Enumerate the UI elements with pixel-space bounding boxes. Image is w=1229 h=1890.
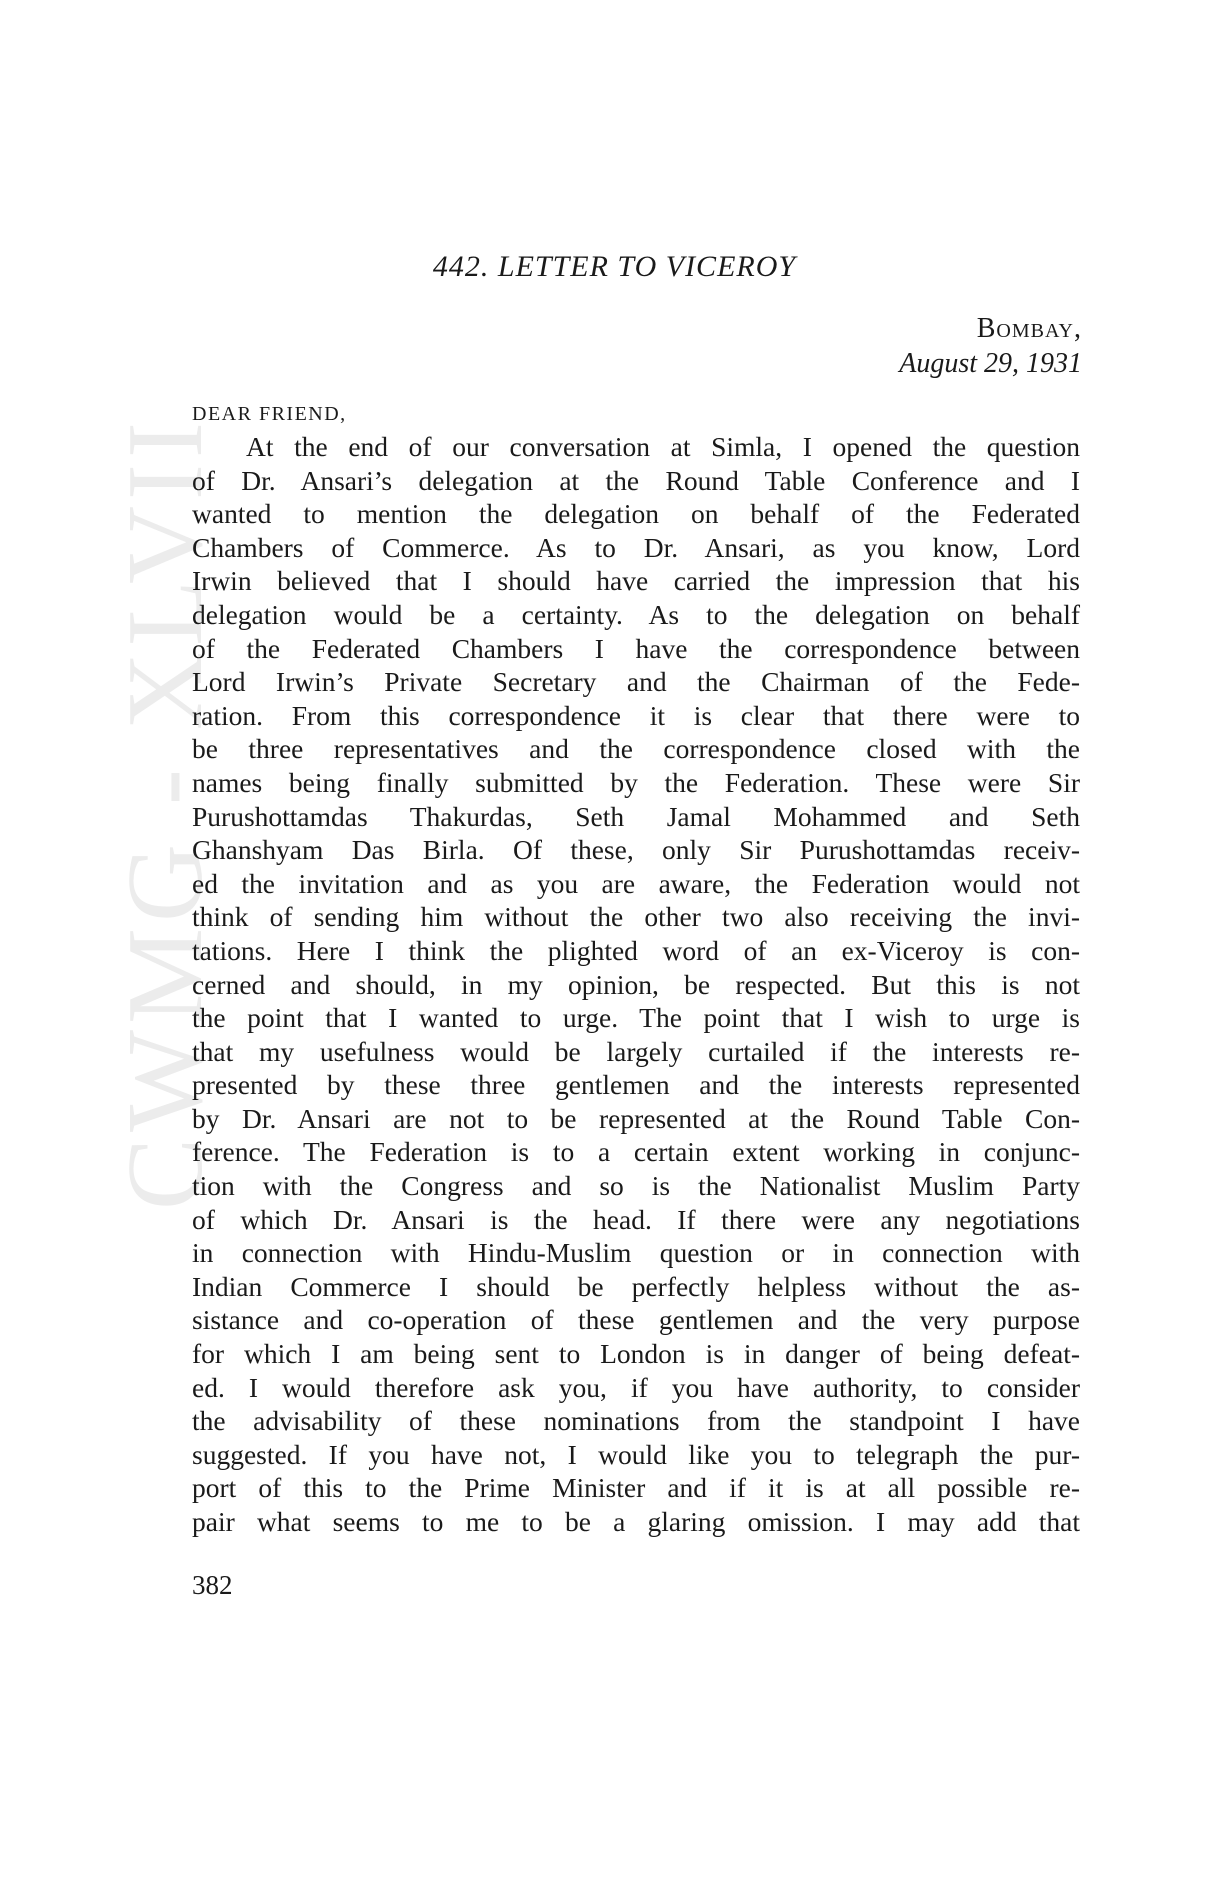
body-line: sistance and co-operation of these gentlemen and the very purpose — [192, 1304, 1080, 1336]
body-line: think of sending him without the other two also receiving the invi- — [192, 901, 1080, 933]
letter-date: August 29, 1931 — [899, 348, 1082, 379]
body-line: ed the invitation and as you are aware, the Federation would not — [192, 867, 1080, 899]
letter-body — [192, 430, 1080, 1539]
body-line: cerned and should, in my opinion, be respected. But this is not — [192, 968, 1080, 1000]
body-line: ration. From this correspondence it is clear that there were to — [192, 699, 1080, 731]
body-line: suggested. If you have not, I would like you to telegraph the pur- — [192, 1438, 1080, 1470]
body-line: be three representatives and the correspondence closed with the — [192, 733, 1080, 765]
body-line: tations. Here I think the plighted word of an ex-Viceroy is con- — [192, 934, 1080, 966]
body-line: in connection with Hindu-Muslim question or in connection with — [192, 1237, 1080, 1269]
body-line: the advisability of these nominations from the standpoint I have — [192, 1405, 1080, 1437]
letter-title: 442. LETTER TO VICEROY — [432, 250, 797, 283]
body-line: ed. I would therefore ask you, if you have authority, to consider — [192, 1371, 1080, 1403]
body-line: for which I am being sent to London is in danger of being defeat- — [192, 1338, 1080, 1370]
body-line: wanted to mention the delegation on behalf of the Federated — [192, 498, 1080, 530]
body-line: At the end of our conversation at Simla, I opened the question — [246, 431, 1080, 462]
body-line: that my usefulness would be largely curtailed if the interests re- — [192, 1035, 1080, 1067]
body-line: of which Dr. Ansari is the head. If there were any negotiations — [192, 1203, 1080, 1235]
body-line: Chambers of Commerce. As to Dr. Ansari, as you know, Lord — [192, 531, 1080, 563]
body-line: of Dr. Ansari’s delegation at the Round Table Conference and I — [192, 464, 1080, 496]
body-line: presented by these three gentlemen and the interests represented — [192, 1069, 1080, 1101]
body-line: Indian Commerce I should be perfectly helpless without the as- — [192, 1270, 1080, 1302]
body-line: Lord Irwin’s Private Secretary and the Chairman of the Fede- — [192, 666, 1080, 698]
body-line: delegation would be a certainty. As to the delegation on behalf — [192, 598, 1080, 630]
body-line: of the Federated Chambers I have the correspondence between — [192, 632, 1080, 664]
body-line: Purushottamdas Thakurdas, Seth Jamal Mohammed and Seth — [192, 800, 1080, 832]
body-line: port of this to the Prime Minister and if it is at all possible re- — [192, 1472, 1080, 1504]
salutation: DEAR FRIEND, — [192, 403, 347, 425]
page-number: 382 — [192, 1570, 233, 1600]
body-line: Ghanshyam Das Birla. Of these, only Sir Purushottamdas receiv- — [192, 834, 1080, 866]
body-line: tion with the Congress and so is the Nationalist Muslim Party — [192, 1170, 1080, 1202]
body-line: the point that I wanted to urge. The point that I wish to urge is — [192, 1002, 1080, 1034]
body-line: Irwin believed that I should have carried the impression that his — [192, 565, 1080, 597]
watermark: CWMG - XLVII — [106, 416, 225, 1210]
body-line: pair what seems to me to be a glaring omission. I may add that — [192, 1506, 1080, 1537]
letter-place: Bombay, — [976, 313, 1082, 344]
body-line: names being finally submitted by the Federation. These were Sir — [192, 766, 1080, 798]
body-line: ference. The Federation is to a certain extent working in conjunc- — [192, 1136, 1080, 1168]
body-line: by Dr. Ansari are not to be represented at the Round Table Con- — [192, 1102, 1080, 1134]
